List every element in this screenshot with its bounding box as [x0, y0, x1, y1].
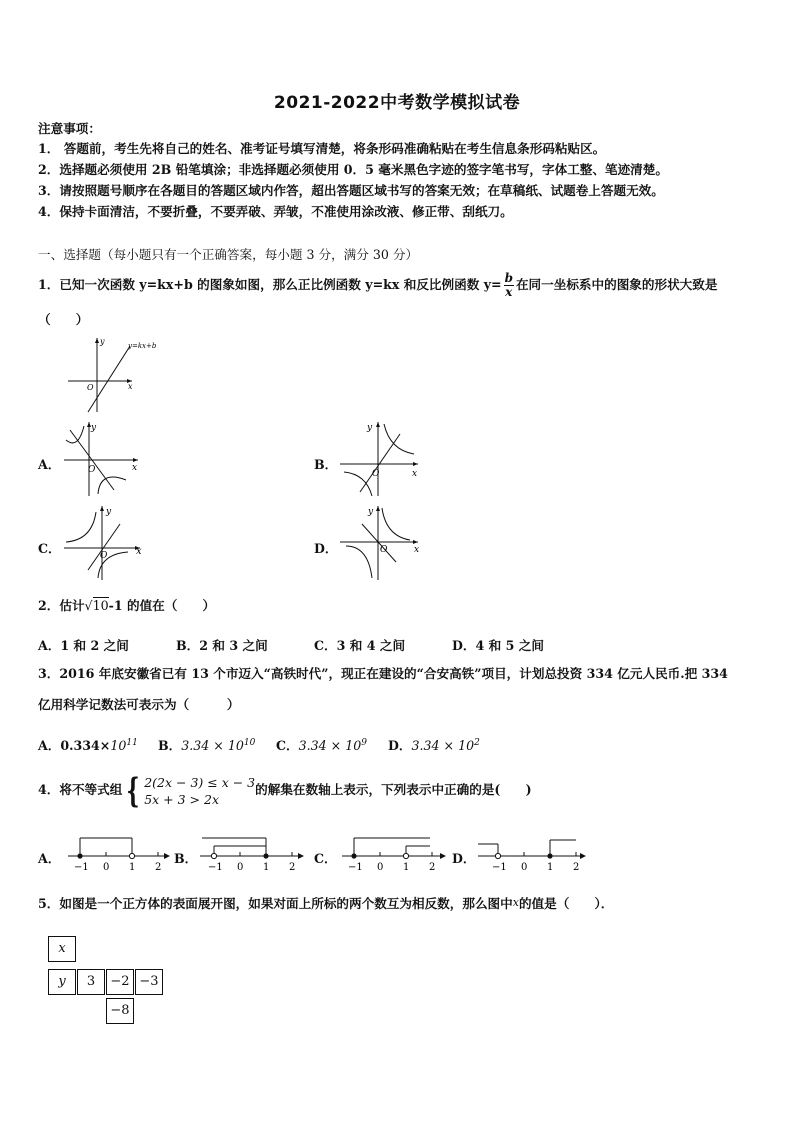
- q1-graph-d: [338, 504, 424, 582]
- q4d-tick-2: 2: [573, 862, 580, 873]
- q1c-axis-x: x: [136, 546, 142, 557]
- q1a-axis-y: y: [91, 423, 97, 433]
- q1-text-a: 1．已知一次函数 y=kx+b 的图象如图，那么正比例函数 y=kx 和反比例函数 y=: [38, 277, 502, 292]
- cube-cell-3: 3: [77, 969, 105, 995]
- notice-item-1: 1． 答题前，考生先将自己的姓名、准考证号填写清楚，将条形码准确粘贴在考生信息条形码粘贴区。: [38, 141, 606, 156]
- q5-text-b: 的值是（ ）．: [518, 896, 614, 911]
- q4-ineq2: 5x + 3 > 2x: [144, 791, 220, 807]
- q4-ineq1: 2(2x − 3) ≤ x − 3: [144, 774, 256, 790]
- cube-cell-neg8: −8: [106, 998, 134, 1024]
- q2-option-a[interactable]: A．1 和 2 之间: [38, 638, 129, 653]
- q1-blank: （ ）: [38, 312, 89, 327]
- q4a-tick-0: 0: [103, 862, 110, 873]
- q1-option-b[interactable]: B．: [314, 457, 338, 472]
- q4-option-c[interactable]: C．: [314, 851, 337, 866]
- q1c-axis-y: y: [106, 507, 112, 517]
- notice-item-4: 4．保持卡面清洁，不要折叠，不要弄破、弄皱，不准使用涂改液、修正带、刮纸刀。: [38, 204, 513, 219]
- notice-heading: 注意事项：: [38, 121, 101, 136]
- cube-cell-neg3: −3: [135, 969, 163, 995]
- q1d-axis-x: x: [414, 545, 420, 555]
- q4-numberline-c: [338, 830, 450, 874]
- q2-text: 2．估计√10-1 的值在（ ）: [38, 598, 216, 613]
- q3c-exp: 9: [361, 737, 367, 748]
- notice-item-3: 3．请按照题号顺序在各题目的答题区域内作答，超出答题区域书写的答案无效；在草稿纸、试题卷上答题无效。: [38, 183, 664, 198]
- q1-text-b: 在同一坐标系中的图象的形状大致是: [515, 277, 718, 292]
- q4a-tick-2: 2: [155, 862, 162, 873]
- q4c-tick-m1: −1: [348, 862, 363, 873]
- q3-option-b[interactable]: [158, 735, 255, 754]
- q3c-base: 3.34 × 10: [298, 738, 362, 753]
- q4b-tick-2: 2: [289, 862, 296, 873]
- q1-axis-x: x: [128, 382, 133, 391]
- q3-option-a[interactable]: [38, 735, 138, 754]
- q1c-origin: O: [100, 551, 108, 561]
- q1-origin: O: [87, 383, 94, 392]
- q1b-axis-x: x: [412, 469, 418, 479]
- q4-numberline-a: [64, 830, 174, 874]
- q3c-label: C．: [276, 738, 299, 753]
- q2-option-b[interactable]: B．2 和 3 之间: [176, 638, 268, 653]
- q2-radicand: 10: [92, 598, 109, 613]
- q3a-exp: 11: [126, 737, 138, 748]
- q4-brace: {: [126, 770, 140, 811]
- q3d-exp: 2: [474, 737, 480, 748]
- q4a-tick-m1: −1: [74, 862, 89, 873]
- q4c-tick-2: 2: [429, 862, 436, 873]
- cube-cell-x: x: [48, 936, 76, 962]
- q4-numberline-d: [474, 830, 590, 874]
- q3b-exp: 10: [243, 737, 256, 748]
- q4-option-d[interactable]: D．: [452, 851, 476, 866]
- q1-frac-den: x: [505, 285, 513, 299]
- q4-system: [144, 774, 255, 808]
- q1-option-d[interactable]: D．: [314, 541, 338, 556]
- q2-option-d[interactable]: D．4 和 5 之间: [452, 638, 544, 653]
- q4b-tick-1: 1: [263, 862, 270, 873]
- cube-cell-neg2: −2: [106, 969, 134, 995]
- q1a-axis-x: x: [132, 463, 138, 473]
- q1b-origin: O: [372, 469, 380, 479]
- q3d-base: 3.34 × 10: [411, 738, 475, 753]
- q3a-label: A．: [38, 738, 61, 753]
- q1-text: [38, 268, 717, 302]
- q2-text-b: -1 的值在（ ）: [108, 598, 216, 613]
- q5-text: [38, 895, 613, 912]
- q1-graph-c: [62, 504, 148, 582]
- q5-text-a: 5．如图是一个正方体的表面展开图，如果对面上所标的两个数互为相反数，那么图中: [38, 896, 513, 911]
- q4d-tick-0: 0: [521, 862, 528, 873]
- q4a-tick-1: 1: [129, 862, 136, 873]
- q5-var: x: [512, 896, 519, 909]
- q1-graph-a: [62, 420, 144, 498]
- q4d-tick-1: 1: [547, 862, 554, 873]
- q4d-tick-m1: −1: [492, 862, 507, 873]
- cube-cell-y: y: [48, 969, 76, 995]
- q2-text-a: 2．估计: [38, 598, 85, 613]
- q3-option-d[interactable]: [388, 735, 480, 754]
- q1-axis-y: y: [100, 337, 105, 346]
- q3a-ten: 10: [110, 738, 127, 753]
- q1b-axis-y: y: [367, 423, 373, 433]
- q1-option-a[interactable]: A．: [38, 457, 61, 472]
- q3a-base: 0.334×: [60, 738, 111, 753]
- q4-option-a[interactable]: A．: [38, 851, 61, 866]
- q3-line2: 亿用科学记数法可表示为（ ）: [38, 697, 240, 712]
- q1-option-c[interactable]: C．: [38, 541, 61, 556]
- notice-item-2: 2．选择题必须使用 2B 铅笔填涂；非选择题必须使用 0．5 毫米黑色字迹的签字笔书写，字体工整、笔迹清楚。: [38, 162, 668, 177]
- q1-fraction: [504, 272, 514, 299]
- q1-given-graph: [64, 334, 168, 414]
- page-title: 2021-2022中考数学模拟试卷: [273, 93, 521, 113]
- q3b-label: B．: [158, 738, 182, 753]
- q4-text-a: 4．将不等式组: [38, 782, 123, 797]
- q1-frac-num: b: [504, 271, 513, 285]
- q4c-tick-1: 1: [403, 862, 410, 873]
- q3-option-c[interactable]: [276, 735, 367, 754]
- section-heading: 一、选择题（每小题只有一个正确答案，每小题 3 分，满分 30 分）: [38, 247, 419, 262]
- q1a-origin: O: [88, 465, 96, 475]
- q1-graph-b: [338, 420, 422, 498]
- q3d-label: D．: [388, 738, 412, 753]
- q4b-tick-m1: −1: [208, 862, 223, 873]
- q1d-origin: O: [380, 545, 388, 555]
- q4c-tick-0: 0: [377, 862, 384, 873]
- q4-text-b: 的解集在数轴上表示，下列表示中正确的是( ): [255, 782, 532, 797]
- q4-numberline-b: [196, 830, 308, 874]
- q4-text: [38, 768, 532, 812]
- q1-line-label: y=kx+b: [128, 342, 157, 350]
- q3-line1: 3．2016 年底安徽省已有 13 个市迈入“高铁时代”，现正在建设的“合安高铁”项目，计划总投资 334 亿元人民币.把 334: [38, 666, 728, 681]
- q3b-base: 3.34 × 10: [181, 738, 244, 753]
- q4b-tick-0: 0: [237, 862, 244, 873]
- q4-option-b[interactable]: B．: [174, 851, 198, 866]
- q2-option-c[interactable]: C．3 和 4 之间: [314, 638, 406, 653]
- q1d-axis-y: y: [368, 507, 374, 517]
